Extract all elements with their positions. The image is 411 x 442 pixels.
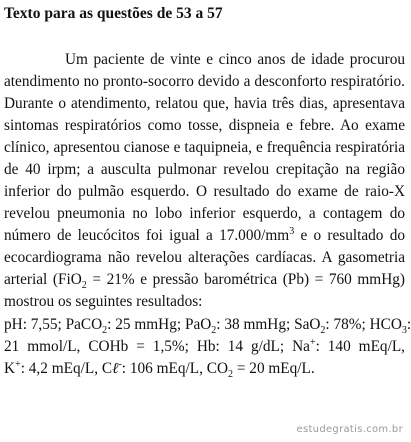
results-line: 21 mmol/L, COHb = 1,5%; Hb: 14 g/dL; Na+: 140 mEq/L,: [4, 336, 405, 355]
results-line: K+: 4,2 mEq/L, Cℓ-: 106 mEq/L, $CO_2 = 20$ mEq/L.: [4, 358, 315, 381]
text-line: inferior do pulmão esquerdo. O resultado do exame de raio-X: [4, 183, 405, 200]
text-line: sintomas respiratórios como tosse, dispneia e febre. Ao exame: [4, 117, 405, 134]
text-line: ecocardiograma não revelou alterações cardíacas. A gasometria: [4, 249, 405, 266]
text-line: mostrou os seguintes resultados:: [4, 293, 203, 310]
text-line: revelou pneumonia no lobo inferior esquerdo, a contagem do: [4, 205, 405, 222]
text-line: Um paciente de vinte e cinco anos de idade procurou: [65, 51, 405, 68]
text-line: arterial (FiO$_2$ = 21% e pressão barométrica (Pb) = 760 mmHg): [4, 271, 405, 292]
text-line: de 40 irpm; a ausculta pulmonar revelou crepitação na região: [4, 161, 405, 178]
text-line: número de leucócitos foi igual a $17.000/mm^3$ e o resultado do: [4, 225, 406, 244]
watermark: estudegratis.com.br: [296, 424, 403, 435]
section-title: Texto para as questões de 53 a 57: [4, 5, 223, 22]
text-line: clínico, apresentou cianose e taquipneia, e frequência respiratória: [4, 139, 405, 156]
text-line: atendimento no pronto-socorro devido a desconforto respiratório.: [4, 73, 405, 90]
text-line: Durante o atendimento, relatou que, havia três dias, apresentava: [4, 95, 405, 112]
results-line: pH: 7,55; PaCO$_2$: 25 mmHg; PaO$_2$: 38 mmHg; SaO$_2$: 78%; $HCO_3$:: [4, 316, 411, 337]
